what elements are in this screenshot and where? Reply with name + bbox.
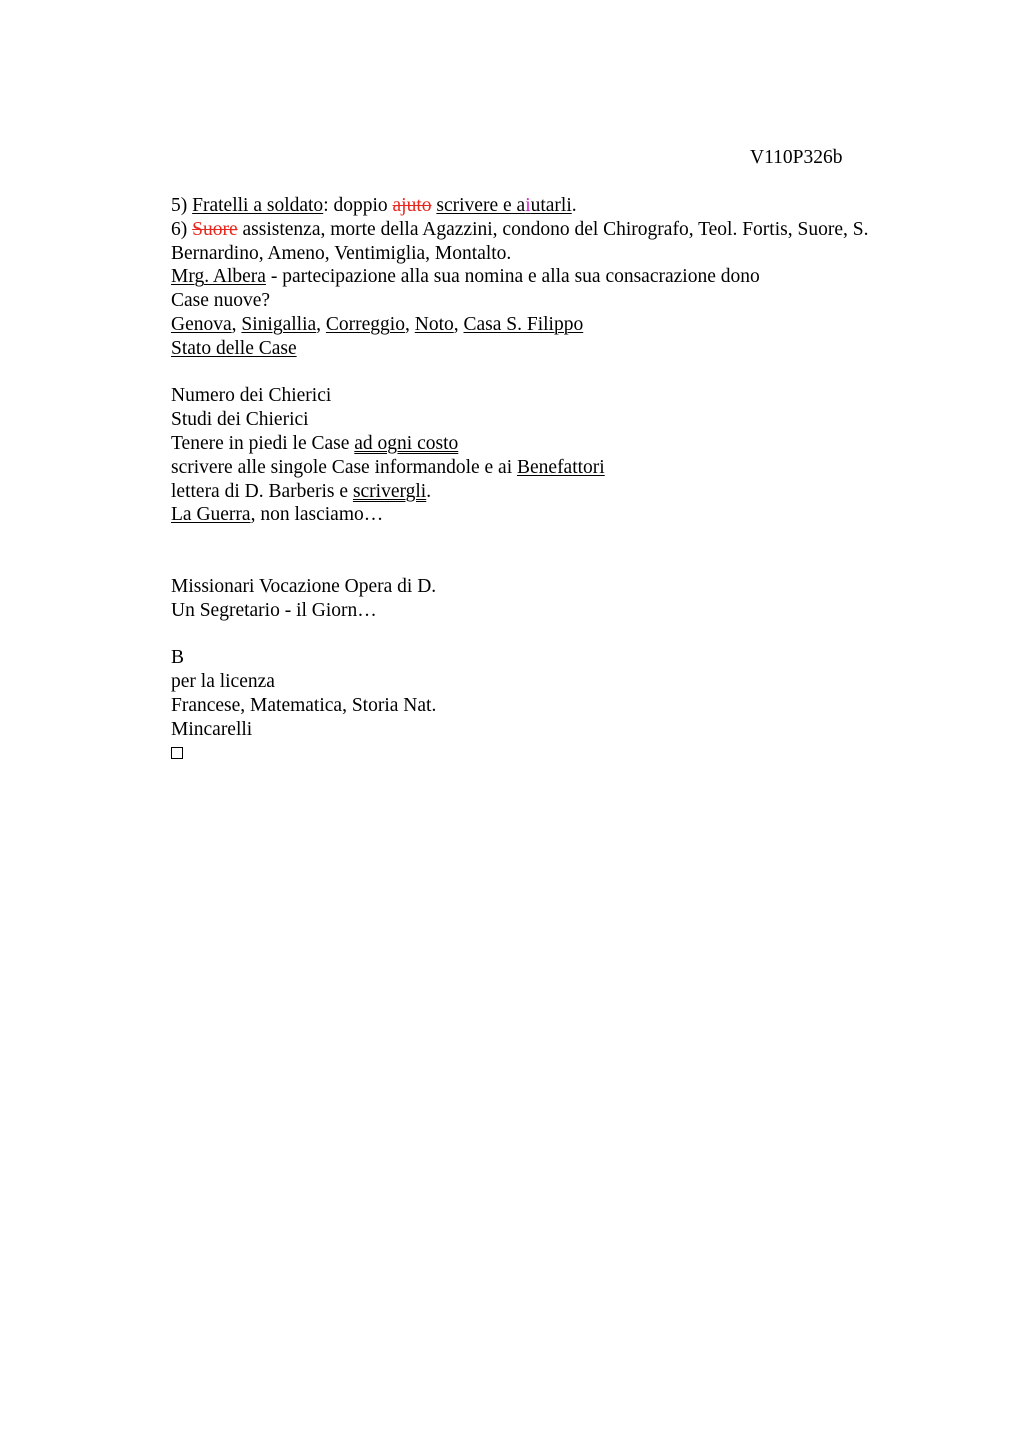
albera-text: - partecipazione alla sua nomina e alla sua consacrazione dono bbox=[265, 266, 760, 288]
blank-line bbox=[171, 551, 931, 575]
albera-line bbox=[171, 265, 931, 289]
stato-delle-case: Stato delle Case bbox=[171, 337, 297, 359]
scrivere-line: scrivere alle singole Case informandole e ai Benefattori bbox=[171, 456, 605, 478]
studi-chierici: Studi dei Chierici bbox=[171, 409, 309, 431]
document-body bbox=[171, 194, 931, 766]
place-noto: Noto bbox=[414, 313, 454, 335]
item-6-number: 6) bbox=[171, 218, 188, 240]
place-sinigallia: Sinigallia bbox=[241, 313, 317, 335]
item-5-insertion: i bbox=[525, 195, 531, 216]
item-5-text: : doppio bbox=[323, 195, 388, 216]
case-nuove-question: Case nuove? bbox=[171, 290, 271, 312]
section-b-label: B bbox=[171, 647, 185, 669]
blank-line bbox=[171, 361, 931, 385]
item-5-phrase: scrivere e aiutarli bbox=[436, 195, 572, 216]
empty-square-icon bbox=[171, 747, 183, 759]
item-5-number: 5) bbox=[171, 195, 188, 216]
guerra-line: La Guerra, non lasciamo… bbox=[171, 504, 384, 526]
albera-name: Mrg. Albera bbox=[171, 266, 266, 288]
numero-chierici: Numero dei Chierici bbox=[171, 385, 332, 407]
missionari-line: Missionari Vocazione Opera di D. bbox=[171, 575, 437, 597]
blank-line bbox=[171, 527, 931, 551]
document-reference: V110P326b bbox=[750, 147, 843, 168]
lettera-line: lettera di D. Barberis e scrivergli. bbox=[171, 480, 432, 502]
la-guerra: La Guerra bbox=[171, 504, 251, 526]
place-genova: Genova bbox=[171, 313, 232, 335]
benefattori: Benefattori bbox=[517, 456, 605, 478]
item-5: 5) Fratelli a soldato: doppio ajuto scrivere e aiutarli. bbox=[171, 195, 577, 216]
mincarelli-line: Mincarelli bbox=[171, 718, 253, 740]
subjects-line: Francese, Matematica, Storia Nat. bbox=[171, 694, 437, 716]
checkbox-line bbox=[171, 741, 931, 766]
item-6-deletion: Suore bbox=[192, 218, 238, 240]
item-6-text: assistenza, morte della Agazzini, condono del Chirografo, Teol. Fortis, Suore, S. Bernardino, Ameno, Ventimiglia, Montalto. bbox=[171, 218, 869, 264]
item-5-topic: Fratelli a soldato bbox=[192, 195, 324, 216]
item-6 bbox=[171, 218, 931, 266]
tenere-emphasis: ad ogni costo bbox=[354, 432, 459, 454]
blank-line bbox=[171, 622, 931, 646]
tenere-line: Tenere in piedi le Case ad ogni costo bbox=[171, 432, 459, 454]
segretario-line: Un Segretario - il Giorn… bbox=[171, 599, 377, 621]
case-nuove-places: Genova, Sinigallia, Correggio, Noto, Casa S. Filippo bbox=[171, 313, 584, 335]
scrivergli: scrivergli bbox=[352, 480, 427, 502]
licenza-line: per la licenza bbox=[171, 670, 275, 692]
place-casa-s-filippo: Casa S. Filippo bbox=[463, 313, 584, 335]
item-5-deletion: ajuto bbox=[392, 195, 432, 216]
place-correggio: Correggio bbox=[325, 313, 405, 335]
